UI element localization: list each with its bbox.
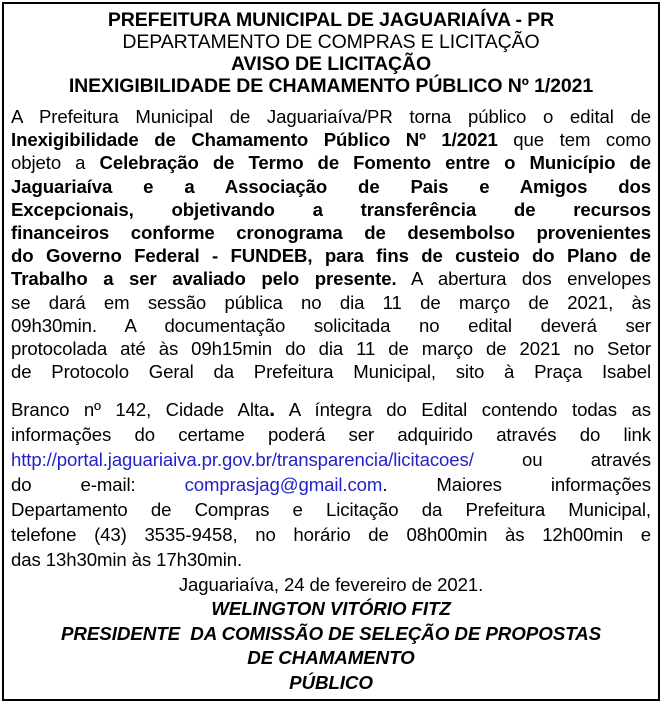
- text-run: objeto a: [11, 152, 100, 174]
- email-link[interactable]: comprasjag@gmail.com: [184, 474, 383, 496]
- text-line: [11, 128, 651, 151]
- text-run: ou através: [473, 449, 651, 471]
- text-run: Celebração de Termo de Fomento entre o Município de: [99, 152, 651, 174]
- text-line: [11, 337, 651, 360]
- text-run: . Maiores informações: [382, 474, 651, 496]
- text-run: financeiros conforme cronograma de desembolso provenientes: [11, 222, 651, 244]
- text-run: de Protocolo Geral da Prefeitura Municipal, sito à Praça Isabel: [11, 361, 651, 383]
- text-line: [11, 244, 651, 267]
- signatory-title-line-2: DE CHAMAMENTO: [247, 647, 415, 669]
- text-run: do Governo Federal - FUNDEB, para fins de custeio do Plano de: [11, 245, 651, 267]
- text-line: [11, 221, 651, 244]
- body-paragraph-2: [11, 396, 651, 572]
- text-line: [11, 198, 651, 221]
- text-run: Excepcionais, objetivando a transferência de recursos: [11, 198, 651, 220]
- text-run: Branco nº 142, Cidade Alta: [11, 399, 270, 421]
- text-line: [11, 360, 651, 383]
- text-line: [11, 314, 651, 337]
- document-border-frame: [2, 2, 660, 701]
- text-line: [11, 422, 651, 447]
- text-line: [11, 151, 651, 174]
- text-line: [11, 497, 651, 522]
- text-line: [11, 175, 651, 198]
- text-run: A íntegra do Edital contendo todas as: [275, 399, 651, 421]
- text-run: 09h30min. A documentação solicitada no edital deverá ser: [11, 314, 651, 336]
- text-line: [11, 547, 651, 572]
- header-notice-type: AVISO DE LICITAÇÃO: [230, 53, 432, 75]
- text-run: Inexigibilidade de Chamamento Público Nº 1/2021: [11, 129, 498, 151]
- text-line: [11, 472, 651, 497]
- header-department: DEPARTAMENTO DE COMPRAS E LICITAÇÃO: [122, 31, 540, 53]
- body-paragraph-1: [11, 105, 651, 383]
- text-line: [11, 396, 651, 422]
- text-line: [11, 522, 651, 547]
- document-header: [11, 9, 651, 97]
- edital-link[interactable]: http://portal.jaguariaiva.pr.gov.br/transparencia/licitacoes/: [11, 449, 474, 471]
- header-entity-name: PREFEITURA MUNICIPAL DE JAGUARIAÍVA - PR: [107, 9, 555, 31]
- text-run: Trabalho a ser avaliado pelo presente.: [11, 268, 397, 290]
- signatory-name: WELINGTON VITÓRIO FITZ: [211, 598, 451, 620]
- text-run: A abertura dos envelopes: [396, 268, 651, 290]
- text-line: [11, 291, 651, 314]
- text-run: do e-mail:: [11, 474, 185, 496]
- date-line: Jaguariaíva, 24 de fevereiro de 2021.: [178, 574, 484, 596]
- text-run: Departamento de Compras e Licitação da Prefeitura Municipal,: [11, 499, 651, 521]
- text-run: telefone (43) 3535-9458, no horário de 08h00min às 12h00min e: [11, 524, 651, 546]
- signatory-title-line-3: PÚBLICO: [289, 671, 373, 693]
- text-line: [11, 105, 651, 128]
- signature-block: [11, 597, 651, 695]
- text-run: que tem como: [497, 129, 652, 151]
- text-run: A Prefeitura Municipal de Jaguariaíva/PR torna público o edital de: [11, 106, 651, 127]
- text-run: protocolada até às 09h15min do dia 11 de março de 2021 no Setor: [11, 338, 651, 360]
- header-process-number: INEXIGIBILIDADE DE CHAMAMENTO PÚBLICO Nº 1/2021: [68, 75, 594, 97]
- text-run: se dará em sessão pública no dia 11 de março de 2021, às: [11, 291, 651, 313]
- signatory-title-line-1: PRESIDENTE DA COMISSÃO DE SELEÇÃO DE PROPOSTAS: [60, 622, 602, 644]
- text-line: [11, 267, 651, 290]
- text-line: [11, 447, 651, 472]
- text-run: informações do certame poderá ser adquirido através do link: [11, 424, 651, 446]
- text-run: das 13h30min às 17h30min.: [11, 549, 243, 571]
- text-run: .: [269, 396, 276, 422]
- text-run: Jaguariaíva e a Associação de Pais e Amigos dos: [11, 175, 651, 197]
